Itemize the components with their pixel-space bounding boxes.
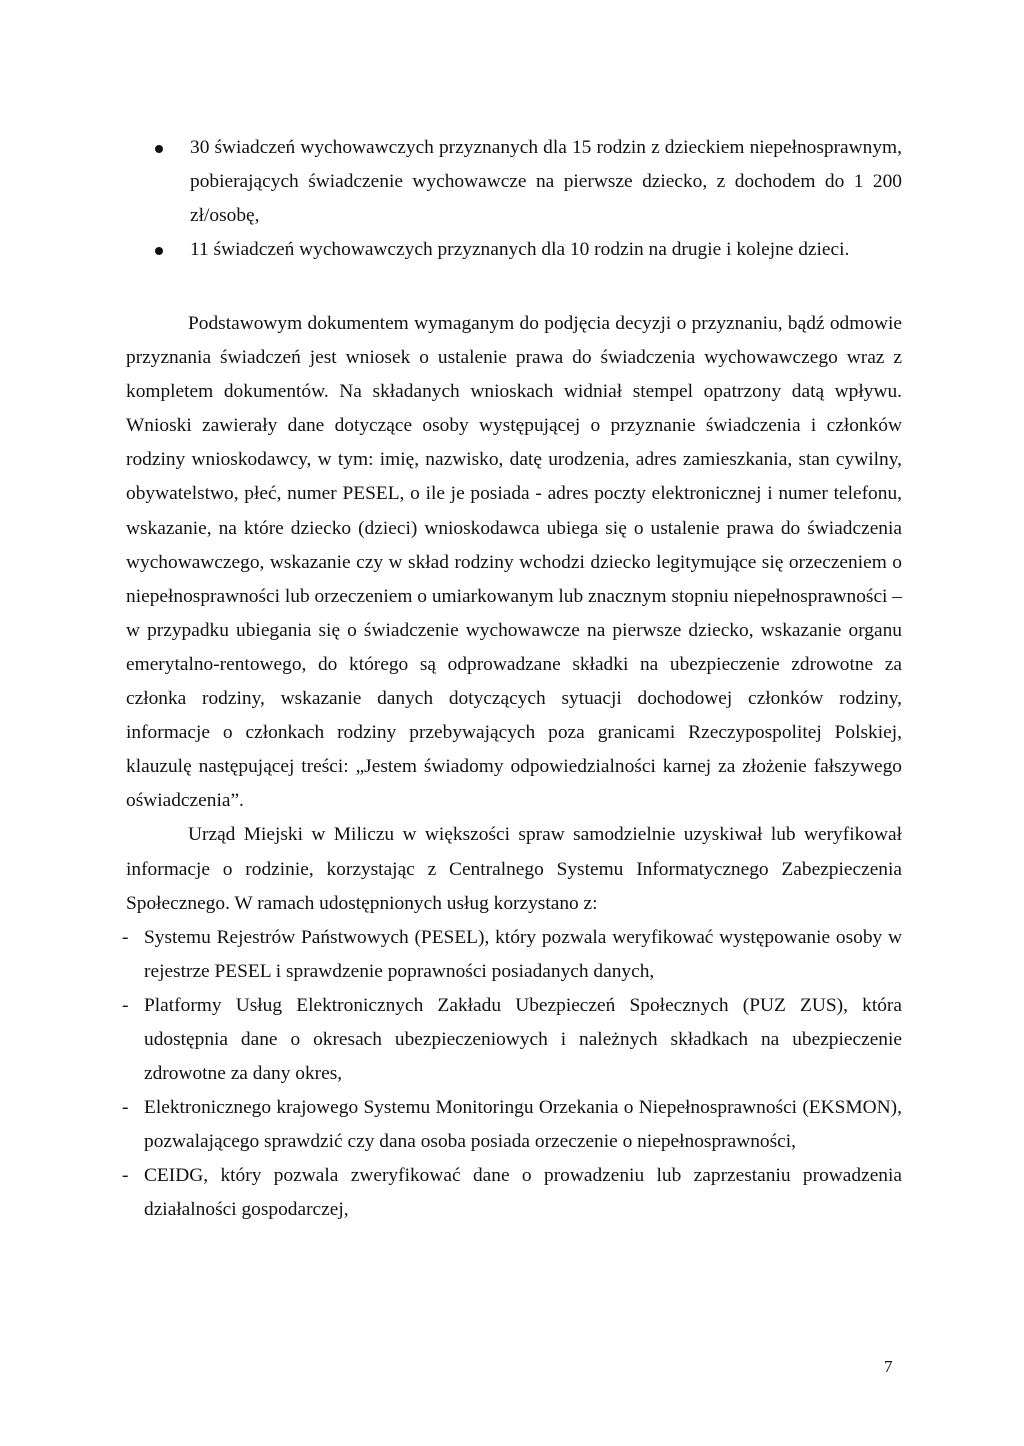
dash-list-text: Elektronicznego krajowego Systemu Monitoringu Orzekania o Niepełnosprawności (EKSMON), pozwalającego sprawdzić czy dana osoba posiada orzeczenie o niepełnosprawności,	[144, 1097, 902, 1153]
dash-marker: -	[122, 994, 129, 1016]
bullet-text: 30 świadczeń wychowawczych przyznanych dla 15 rodzin z dzieckiem niepełnosprawnym, pobierających świadczenie wychowawcze na pierwsze dziecko, z dochodem do 1 200 zł/osobę,	[190, 137, 902, 226]
body-text	[122, 307, 902, 1228]
dash-list-item	[122, 921, 902, 989]
dash-list-item	[122, 989, 902, 1091]
dash-list-item	[122, 1091, 902, 1159]
dash-list-text: Systemu Rejestrów Państwowych (PESEL), który pozwala weryfikować występowanie osoby w rejestrze PESEL i sprawdzenie poprawności posiadanych danych,	[144, 926, 902, 982]
dash-list	[122, 921, 902, 1228]
dash-marker: -	[122, 1097, 129, 1119]
paragraph: Podstawowym dokumentem wymaganym do podjęcia decyzji o przyznaniu, bądź odmowie przyznania świadczeń jest wniosek o ustalenie prawa do świadczenia wychowawczego wraz z kompletem dokumentów. Na składanych wnioskach widniał stempel opatrzony datą wpływu. Wnioski zawierały dane dotyczące osoby występującej o przyznanie świadczenia i członków rodziny wnioskodawcy, w tym: imię, nazwisko, datę urodzenia, adres zamieszkania, stan cywilny, obywatelstwo, płeć, numer PESEL, o ile je posiada - adres poczty elektronicznej i numer telefonu, wskazanie, na które dziecko (dzieci) wnioskodawca ubiega się o ustalenie prawa do świadczenia wychowawczego, wskazanie czy w skład rodziny wchodzi dziecko legitymujące się orzeczeniem o niepełnosprawności lub orzeczeniem o umiarkowanym lub znacznym stopniu niepełnosprawności – w przypadku ubiegania się o świadczenie wychowawcze na pierwsze dziecko, wskazanie organu emerytalno-rentowego, do którego są odprowadzane składki na ubezpieczenie zdrowotne za członka rodziny, wskazanie danych dotyczących sytuacji dochodowej członków rodziny, informacje o członkach rodziny przebywających poza granicami Rzeczypospolitej Polskiej, klauzulę następującej treści: „Jestem świadomy odpowiedzialności karnej za złożenie fałszywego oświadczenia”.	[126, 313, 902, 812]
bullet-dot-icon	[155, 247, 163, 255]
bullet-text: 11 świadczeń wychowawczych przyznanych dla 10 rodzin na drugie i kolejne dzieci.	[190, 239, 850, 260]
bullet-dot-icon	[155, 145, 163, 153]
bullet-list	[190, 131, 902, 267]
page-number: 7	[884, 1357, 893, 1376]
dash-list-text: Platformy Usług Elektronicznych Zakładu Ubezpieczeń Społecznych (PUZ ZUS), która udostępnia dane o okresach ubezpieczeniowych i należnych składkach na ubezpieczenie zdrowotne za dany okres,	[144, 994, 902, 1085]
dash-marker: -	[122, 1165, 129, 1187]
dash-marker: -	[122, 926, 129, 948]
bullet-item	[190, 233, 902, 267]
paragraph: Urząd Miejski w Miliczu w większości spraw samodzielnie uzyskiwał lub weryfikował informacje o rodzinie, korzystając z Centralnego Systemu Informatycznego Zabezpieczenia Społecznego. W ramach udostępnionych usług korzystano z:	[126, 824, 902, 914]
dash-list-item	[122, 1159, 902, 1227]
dash-list-text: CEIDG, który pozwala zweryfikować dane o prowadzeniu lub zaprzestaniu prowadzenia działalności gospodarczej,	[144, 1165, 902, 1221]
bullet-item	[190, 131, 902, 233]
